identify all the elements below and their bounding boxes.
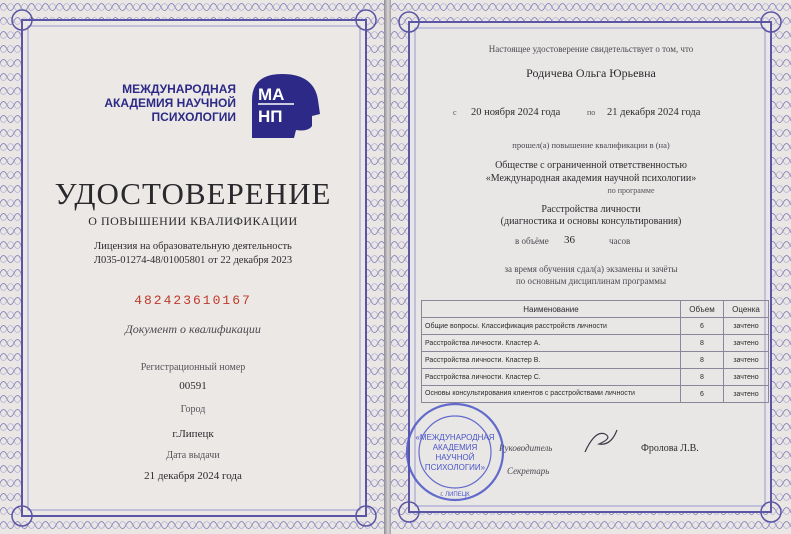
table-row <box>422 369 769 386</box>
volume-unit: часов <box>609 236 631 246</box>
license-line-2: Л035-01274-48/01005801 от 22 декабря 2023 <box>93 255 293 266</box>
table-header-grade: Оценка <box>724 301 769 318</box>
exam-line-1: за время обучения сдал(а) экзамены и зачёты <box>504 264 678 274</box>
table-cell-volume: 8 <box>681 335 724 352</box>
organization-line-1: Обществе с ограниченной ответственностью <box>495 160 687 171</box>
director-label: Руководитель <box>499 443 553 453</box>
table-header-row <box>422 301 769 318</box>
table-cell-grade: зачтено <box>724 369 769 386</box>
stamp-bottom: г. ЛИПЕЦК <box>440 492 470 498</box>
table-cell-volume: 6 <box>681 386 724 403</box>
table-cell-grade: зачтено <box>724 352 769 369</box>
holder-name: Родичева Ольга Юрьевна <box>526 66 656 80</box>
program-line-2: (диагностика и основы консультирования) <box>500 216 682 227</box>
table-row <box>422 335 769 352</box>
table-cell-volume: 8 <box>681 352 724 369</box>
disciplines-table <box>421 300 769 403</box>
issue-date-value: 21 декабря 2024 года <box>144 470 242 482</box>
issue-date-label: Дата выдачи <box>166 450 220 461</box>
organization-line-2: «Международная академия научной психологии» <box>485 173 697 184</box>
logo-line-2: АКАДЕМИЯ НАУЧНОЙ <box>104 96 236 110</box>
document-subtitle: О ПОВЫШЕНИИ КВАЛИФИКАЦИИ <box>88 214 298 228</box>
right-page <box>391 0 791 534</box>
volume-prefix: в объёме <box>515 236 549 246</box>
table-row <box>422 352 769 369</box>
serial-number: 482423610167 <box>134 293 252 308</box>
program-line-1: Расстройства личности <box>541 204 641 215</box>
from-label: с <box>453 108 457 117</box>
table-cell-grade: зачтено <box>724 386 769 403</box>
table-cell-volume: 8 <box>681 369 724 386</box>
to-label: по <box>587 108 596 117</box>
table-header-name: Наименование <box>422 301 681 318</box>
stamp-line-2: АКАДЕМИЯ <box>432 443 478 452</box>
city-label: Город <box>180 404 206 415</box>
academy-logo-icon <box>248 70 326 140</box>
volume-hours: 36 <box>564 234 575 246</box>
table-cell-grade: зачтено <box>724 318 769 335</box>
intro-text: Настоящее удостоверение свидетельствует о том, что <box>488 44 694 54</box>
city-value: г.Липецк <box>172 428 214 440</box>
round-stamp <box>397 400 515 504</box>
table-cell-name: Расстройства личности. Кластер А. <box>422 335 681 352</box>
logo-line-1: МЕЖДУНАРОДНАЯ <box>122 82 236 96</box>
document-title: УДОСТОВЕРЕНИЕ <box>54 176 332 211</box>
license-line-1: Лицензия на образовательную деятельность <box>94 241 292 252</box>
left-page <box>0 0 386 534</box>
director-name: Фролова Л.В. <box>641 443 699 454</box>
table-cell-volume: 6 <box>681 318 724 335</box>
from-date: 20 ноября 2024 года <box>471 107 561 118</box>
stamp-line-3: НАУЧНОЙ <box>435 453 475 462</box>
table-header-volume: Объем <box>681 301 724 318</box>
signature-icon <box>581 424 621 458</box>
logo-mark-bottom: НП <box>258 107 283 126</box>
stamp-line-1: «МЕЖДУНАРОДНАЯ <box>415 433 495 442</box>
academy-logo-text <box>96 82 236 124</box>
table-cell-name: Общие вопросы. Классификация расстройств личности <box>422 318 681 335</box>
table-cell-name: Основы консультирования клиентов с расстройствами личности <box>422 386 681 403</box>
reg-number-label: Регистрационный номер <box>140 362 246 373</box>
table-row <box>422 318 769 335</box>
logo-mark-top: МА <box>258 85 285 104</box>
program-label: по программе <box>607 186 655 195</box>
to-date: 21 декабря 2024 года <box>607 107 701 118</box>
table-cell-name: Расстройства личности. Кластер С. <box>422 369 681 386</box>
secretary-label: Секретарь <box>507 466 550 476</box>
exam-line-2: по основным дисциплинам программы <box>515 276 666 286</box>
logo-line-3: ПСИХОЛОГИИ <box>151 110 236 124</box>
reg-number-value: 00591 <box>179 380 207 392</box>
passed-text: прошел(а) повышение квалификации в (на) <box>512 140 670 150</box>
document-type: Документ о квалификации <box>125 322 261 336</box>
stamp-line-4: ПСИХОЛОГИИ» <box>424 463 486 472</box>
table-cell-grade: зачтено <box>724 335 769 352</box>
table-cell-name: Расстройства личности. Кластер В. <box>422 352 681 369</box>
